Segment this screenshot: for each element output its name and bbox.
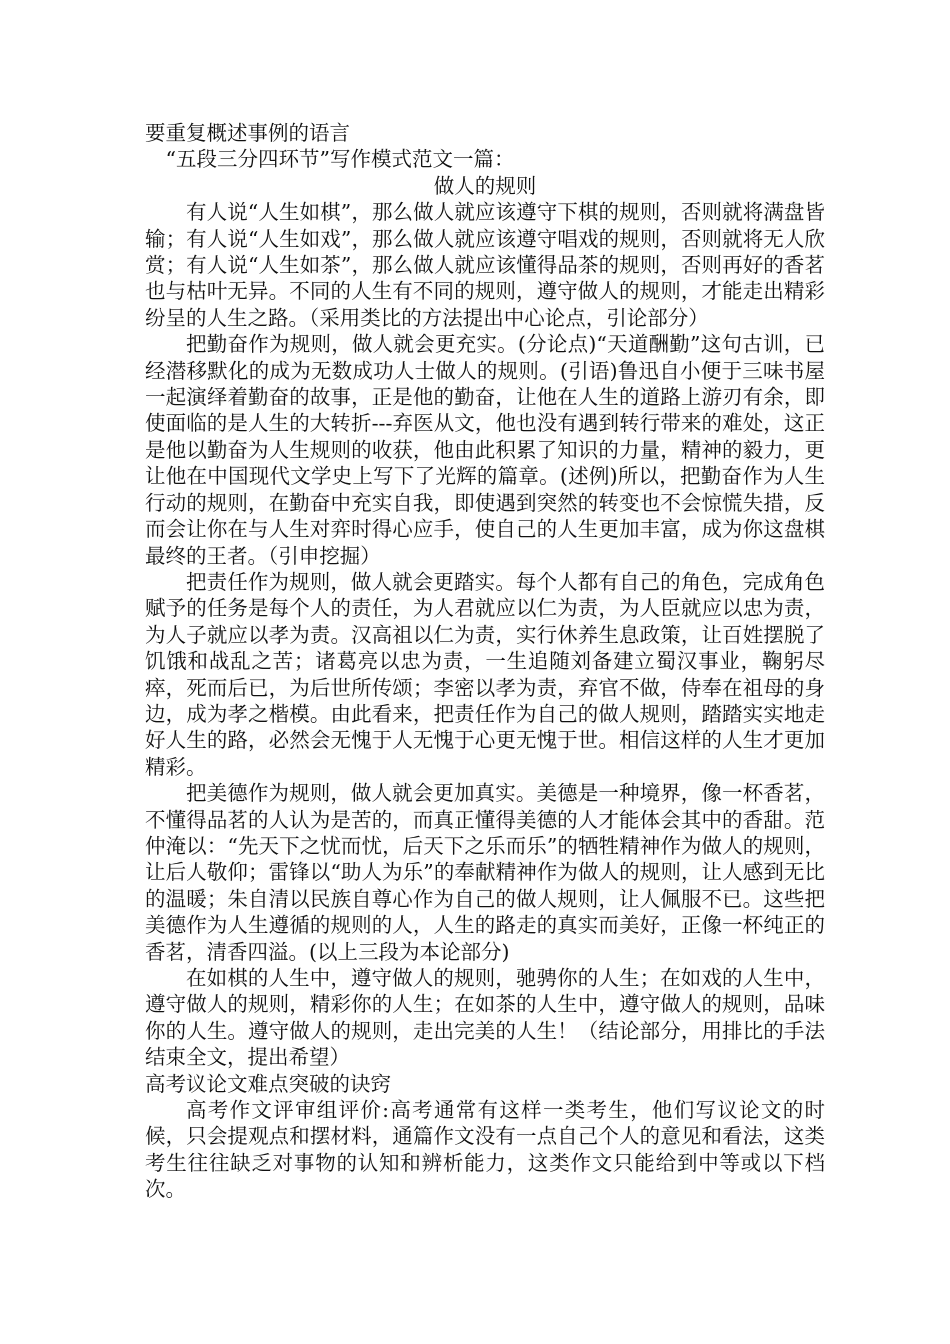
essay-paragraph-virtue: 把美德作为规则，做人就会更加真实。美德是一种境界，像一杯香茗，不懂得品茗的人认为是苦的，而真正懂得美德的人才能体会其中的香甜。范仲淹以：“先天下之忧而忧，后天下之乐而乐”的牺牲精神作为做人的规则，让后人敬仰；雷锋以“助人为乐”的奉献精神作为做人的规则，让人感到无比的温暖；朱自清以民族自尊心作为自己的做人规则，让人佩服不已。这些把美德作为人生遵循的规则的人，人生的路走的真实而美好，正像一杯纯正的香茗，清香四溢。(以上三段为本论部分) <box>145 781 825 964</box>
essay-paragraph-diligence: 把勤奋作为规则，做人就会更充实。(分论点)“天道酬勤”这句古训，已经潜移默化的成为无数成功人士做人的规则。(引语)鲁迅自小便于三味书屋一起演绎着勤奋的故事，正是他的勤奋，让他在人生的道路上游刃有余，即使面临的是人生的大转折---弃医从文，他也没有遇到转行带来的难处，这正是他以勤奋为人生规则的收获，他由此积累了知识的力量，精神的毅力，更让他在中国现代文学史上写下了光辉的篇章。(述例)所以，把勤奋作为人生行动的规则，在勤奋中充实自我，即使遇到突然的转变也不会惊慌失措，反而会让你在与人生对弈时得心应手，使自己的人生更加丰富，成为你这盘棋最终的王者。（引申挖掘） <box>145 332 825 568</box>
essay-title: 做人的规则 <box>433 173 537 198</box>
essay-paragraph-responsibility: 把责任作为规则，做人就会更踏实。每个人都有自己的角色，完成角色赋予的任务是每个人的责任，为人君就应以仁为责，为人臣就应以忠为责，为人子就应以孝为责。汉高祖以仁为责，实行休养生息政策，让百姓摆脱了饥饿和战乱之苦；诸葛亮以忠为责，一生追随刘备建立蜀汉事业，鞠躬尽瘁，死而后已，为后世所传颂；李密以孝为责，弃官不做，侍奉在祖母的身边，成为孝之楷模。由此看来，把责任作为自己的做人规则，踏踏实实地走好人生的路，必然会无愧于人无愧于心更无愧于世。相信这样的人生才更加精彩。 <box>145 569 825 779</box>
section-heading: “五段三分四环节”写作模式范文一篇： <box>165 147 515 172</box>
closing-paragraph: 高考作文评审组评价:高考通常有这样一类考生，他们写议论文的时候，只会提观点和摆材料，通篇作文没有一点自己个人的意见和看法，这类考生往往缺乏对事物的认知和辨析能力，这类作文只能给到中等或以下档次。 <box>145 1098 825 1202</box>
essay-paragraph-intro: 有人说“人生如棋”，那么做人就应该遵守下棋的规则，否则就将满盘皆输；有人说“人生如戏”，那么做人就应该遵守唱戏的规则，否则就将无人欣赏；有人说“人生如茶”，那么做人就应该懂得品茶的规则，否则再好的香茗也与枯叶无异。不同的人生有不同的规则，遵守做人的规则，才能走出精彩纷呈的人生之路。（采用类比的方法提出中心论点，引论部分） <box>145 200 825 330</box>
intro-line: 要重复概述事例的语言 <box>145 121 350 145</box>
second-heading: 高考议论文难点突破的诀窍 <box>145 1071 391 1096</box>
document-page <box>145 120 825 1203</box>
essay-paragraph-conclusion: 在如棋的人生中，遵守做人的规则，驰骋你的人生；在如戏的人生中，遵守做人的规则，精彩你的人生；在如茶的人生中，遵守做人的规则，品味你的人生。遵守做人的规则，走出完美的人生！（结论部分，用排比的手法结束全文，提出希望） <box>145 966 825 1070</box>
